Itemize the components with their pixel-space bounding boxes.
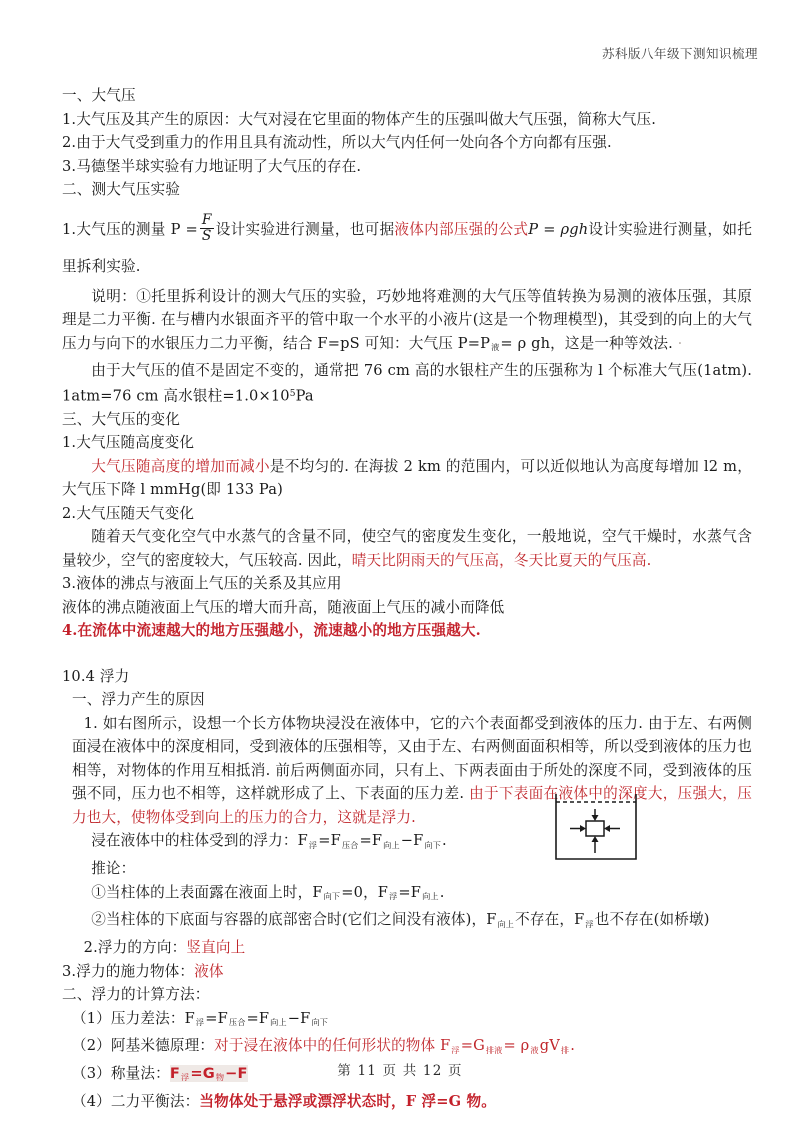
section-heading-atmospheric-pressure: 一、大气压: [62, 87, 136, 104]
s4-p2-mid2: =F: [359, 832, 383, 850]
paragraph-s3-item4-bernoulli: 4.在流体中流速越大的地方压强越小，流速越小的地方压强越大.: [62, 622, 481, 640]
m3-red-a: F: [169, 1065, 181, 1083]
m1-sub-yahe: 压合: [228, 1016, 246, 1027]
s4-p2-sub-yahe: 压合: [341, 839, 359, 850]
m1-b: =F: [246, 1009, 270, 1027]
s4-p4-a: ①当柱体的上表面露在液面上时，F: [91, 883, 323, 901]
m1-sub-up: 向上: [270, 1016, 287, 1027]
paragraph-s4-inference-label: 推论：: [91, 860, 136, 878]
paragraph-s2-note: [62, 285, 752, 360]
s4-p1-red-phrase: 由于下表面在液体中的深度大，压强大，压力也大，使物体受到向上的压力的合力，这就是浮力.: [72, 785, 753, 826]
paragraph-s1-item3: 3.马德堡半球实验有力地证明了大气压的存在.: [62, 157, 362, 175]
s4-p6-label: 2.浮力的方向：: [83, 939, 187, 957]
fraction-numerator: F: [201, 212, 212, 229]
s4-p4-sub-down: 向下: [323, 890, 341, 901]
arrow-left-head: [604, 825, 610, 832]
page-footer: 第 11 页 共 12 页: [337, 1063, 463, 1079]
s4-p5-b: 不存在，F: [515, 911, 585, 929]
s2-note-subscript: 液: [491, 341, 500, 352]
m2-red-b: =G: [460, 1037, 485, 1055]
arrow-right-head: [580, 825, 586, 832]
m2-red-a: 对于浸在液体中的任何形状的物体 F: [214, 1037, 451, 1055]
arrow-up-head: [592, 836, 599, 842]
paragraph-s4-agent: [62, 960, 752, 984]
fraction-denominator: S: [200, 228, 214, 244]
section-heading-measure-experiment: 二、测大气压实验: [62, 181, 180, 198]
m2-sub-ye: 液: [530, 1044, 539, 1055]
m2-label: （2）阿基米德原理：: [72, 1037, 215, 1055]
s4-p5-sub-up: 向上: [497, 918, 515, 929]
s4-p4-sub-up: 向上: [422, 890, 439, 901]
arrow-down-head: [592, 815, 599, 821]
paragraph-method-4: [62, 1090, 752, 1114]
s4-p4-d: .: [439, 883, 445, 901]
section-heading-pressure-change: 三、大气压的变化: [62, 410, 180, 428]
paragraph-method-1: [62, 1007, 752, 1035]
s4-p2-mid1: =F: [318, 832, 341, 850]
paragraph-s3-item2-heading: 2.大气压随天气变化: [62, 504, 195, 522]
s3-item2-black-text: 随着天气变化空气中水蒸气的含量不同，使空气的密度发生变化，一般地说，空气干燥时，水蒸气含量较少，空气的密度较大，气压较高. 因此，: [62, 528, 752, 569]
m3-red-b: =G: [190, 1065, 215, 1083]
s2-item1-tail: 设计实验进行测量，如托里拆利实验.: [62, 220, 752, 275]
m3-sub-fu: 浮: [181, 1072, 190, 1083]
paragraph-s3-item2-body: [62, 525, 752, 572]
s4-p5-a: ②当柱体的下底面与容器的底部密合时(它们之间没有液体)，F: [91, 911, 497, 929]
document-body: [62, 84, 752, 1113]
paragraph-s3-item3-body: 液体的沸点随液面上气压的增大而升高，随液面上气压的减小而降低: [62, 598, 505, 616]
s2-para2-exponent: 5: [289, 388, 296, 399]
s2-item1-lead: 1.大气压的测量 P =: [62, 220, 198, 238]
s2-note-tail: = ρ gh，这是一种等效法.: [500, 334, 673, 352]
immersed-block: [586, 821, 604, 836]
m2-red-e: .: [570, 1037, 576, 1055]
paragraph-s2-standard-atm: [62, 359, 752, 408]
container-outline: [556, 794, 636, 859]
s3-item2-red-phrase: 晴天比阴雨天的气压高，冬天比夏天的气压高.: [351, 551, 652, 569]
s2-item1-red-phrase: 液体内部压强的公式: [394, 220, 529, 238]
s4-p6-red-value: 竖直向上: [186, 939, 246, 957]
buoyancy-diagram-svg: [548, 793, 644, 861]
fraction-F-over-S: [200, 213, 214, 243]
s4-p1-black-text: 1. 如右图所示，设想一个长方体物块浸没在液体中，它的六个表面都受到液体的压力. 由于左、右两侧面浸在液体中的深度相同，受到液体的压强相等，又由于左、右两侧面面积相等，所以受到液体的压力也相等，对物体的作用互相抵消. 前后两侧面亦同，只有上、下两表面由于所处的深度不同，受到液体的压强不同，压力也不相等，这样就形成了上、下表面的压力差.: [72, 714, 752, 803]
page-header-title: 苏科版八年级下测知识梳理: [601, 46, 758, 61]
paragraph-s4-inference-1: [62, 881, 752, 909]
s2-item1-formula-pgh: P = ρgh: [528, 220, 589, 238]
m4-red-statement: 当物体处于悬浮或漂浮状态时，F 浮=G 物。: [199, 1092, 496, 1110]
paragraph-s1-item2: 2.由于大气受到重力的作用且具有流动性，所以大气内任何一处向各个方向都有压强.: [62, 134, 612, 151]
m1-sub-down: 向下: [311, 1016, 329, 1027]
s4-p4-c: =F: [398, 883, 422, 901]
paragraph-s3-item1-body: [62, 455, 752, 502]
s4-p7-red-value: 液体: [194, 962, 224, 980]
m2-red-d: gV: [539, 1037, 560, 1055]
m3-red-c: −F: [225, 1065, 248, 1083]
section-heading-buoyancy-methods: 二、浮力的计算方法：: [62, 986, 210, 1004]
m3-sub-wu: 物: [215, 1072, 225, 1083]
s2-item1-mid: 设计实验进行测量，也可据: [215, 220, 395, 238]
paragraph-s1-item1: 1.大气压及其产生的原因：大气对浸在它里面的物体产生的压强叫做大气压强，简称大气压.: [62, 110, 657, 128]
s2-para2-unit: Pa: [295, 387, 314, 405]
s4-p2-sub-fu: 浮: [308, 839, 318, 850]
s4-p2-lead: 浸在液体中的柱体受到的浮力：F: [91, 832, 308, 850]
s2-para2-body: 由于大气压的值不是固定不变的，通常把 76 cm 高的水银柱产生的压强称为 l 个标准大气压(1atm). 1atm=76 cm 高水银柱=1.0×10: [62, 362, 752, 405]
paragraph-s3-item3-heading: 3.液体的沸点与液面上气压的关系及其应用: [62, 575, 342, 593]
s3-item1-black-text: 是不均匀的. 在海拔 2 km 的范围内，可以近似地认为高度每增加 l2 m，大气压下降 l mmHg(即 133 Pa): [62, 457, 752, 499]
s4-p4-sub-fu: 浮: [389, 890, 398, 901]
s4-p4-b: =0，F: [341, 883, 389, 901]
m1-a: =F: [205, 1009, 228, 1027]
paragraph-s4-direction: [62, 936, 752, 960]
paragraph-s3-item1-heading: 1.大气压随高度变化: [62, 434, 195, 452]
m1-label: （1）压力差法：F: [72, 1009, 195, 1027]
s4-p2-mid3: −F: [400, 832, 424, 850]
paragraph-s4-inference-2: [62, 908, 752, 936]
m2-sub-paiye: 排液: [485, 1044, 503, 1055]
s4-p2-tail: .: [442, 832, 447, 850]
m1-sub-fu: 浮: [195, 1016, 205, 1027]
m3-label: （3）称量法：: [72, 1065, 170, 1083]
s4-p5-c: 也不存在(如桥墩): [594, 911, 710, 929]
buoyancy-diagram: [548, 793, 644, 861]
m4-label: （4）二力平衡法：: [72, 1092, 200, 1110]
s2-note-body: 说明：①托里拆利设计的测大气压的实验，巧妙地将难测的大气压等值转换为易测的液体压强，其原理是二力平衡. 在与槽内水银面齐平的管中取一个水平的小液片(这是一个物理模型)，其受到的向上的大气压力与向下的水银压力二力平衡，结合 F=pS 可知：大气压 P=P: [62, 287, 752, 352]
m1-c: −F: [287, 1009, 311, 1027]
m2-sub-pai: 排: [560, 1044, 570, 1055]
paragraph-s4-cause-body: [62, 712, 752, 830]
m2-sub-fu: 浮: [451, 1044, 460, 1055]
s4-p7-label: 3.浮力的施力物体：: [62, 962, 195, 980]
paragraph-s4-column-formula: [62, 829, 752, 857]
s4-p5-sub-fu: 浮: [585, 918, 594, 929]
s4-p2-sub-down: 向下: [424, 839, 442, 850]
m2-red-c: = ρ: [503, 1037, 530, 1055]
section-heading-buoyancy-cause: 一、浮力产生的原因: [72, 691, 205, 709]
section-heading-buoyancy: 10.4 浮力: [62, 667, 130, 685]
s4-p2-sub-up: 向上: [383, 839, 400, 850]
paragraph-s2-item1: [62, 211, 752, 285]
s3-item1-red-phrase: 大气压随高度的增加而减小: [91, 457, 270, 475]
stray-dot-mark: ·: [672, 334, 683, 352]
